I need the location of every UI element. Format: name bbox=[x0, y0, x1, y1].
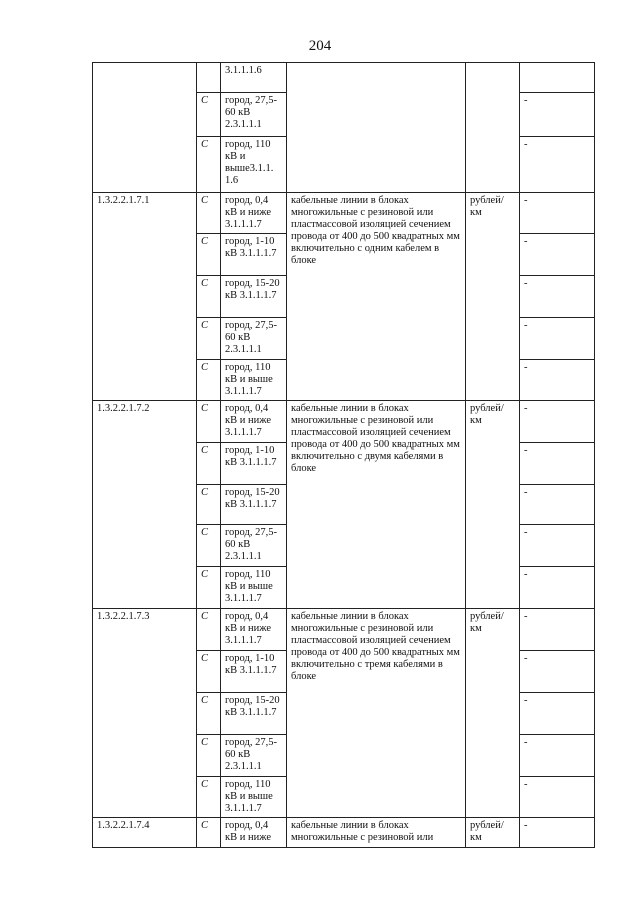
type-cell: С bbox=[197, 525, 221, 567]
subcategory-cell: 3.1.1.1.6 bbox=[221, 63, 287, 93]
description-cell: кабельные линии в блоках многожильные с резиновой или пластмассовой изоляцией сечением провода от 400 до 500 квадратных мм включительно с тремя кабелями в блоке bbox=[287, 609, 466, 818]
subcategory-cell: город, 110 кВ и выше3.1.1. 1.6 bbox=[221, 137, 287, 193]
value-cell: - bbox=[520, 234, 595, 276]
table-row bbox=[93, 818, 595, 848]
type-cell: С bbox=[197, 318, 221, 360]
code-cell bbox=[93, 63, 197, 193]
type-cell: С bbox=[197, 693, 221, 735]
type-cell: С bbox=[197, 443, 221, 485]
value-cell: - bbox=[520, 609, 595, 651]
subcategory-cell: город, 1-10 кВ 3.1.1.1.7 bbox=[221, 651, 287, 693]
subcategory-cell: город, 1-10 кВ 3.1.1.1.7 bbox=[221, 234, 287, 276]
item-code: 1.3.2.2.1.7.1 bbox=[93, 193, 197, 401]
type-cell: С bbox=[197, 137, 221, 193]
subcategory-cell: город, 15-20 кВ 3.1.1.1.7 bbox=[221, 276, 287, 318]
subcategory-cell: город, 110 кВ и выше 3.1.1.1.7 bbox=[221, 567, 287, 609]
subcategory-cell: город, 15-20 кВ 3.1.1.1.7 bbox=[221, 485, 287, 525]
tariff-table bbox=[92, 62, 595, 848]
description-cell: кабельные линии в блоках многожильные с резиновой или пластмассовой изоляцией сечением провода от 400 до 500 квадратных мм включительно с двумя кабелями в блоке bbox=[287, 401, 466, 609]
value-cell: - bbox=[520, 525, 595, 567]
subcategory-cell: город, 27,5-60 кВ 2.3.1.1.1 bbox=[221, 318, 287, 360]
value-cell: - bbox=[520, 818, 595, 848]
subcategory-cell: город, 0,4 кВ и ниже bbox=[221, 818, 287, 848]
item-code: 1.3.2.2.1.7.2 bbox=[93, 401, 197, 609]
type-cell: С bbox=[197, 360, 221, 401]
type-cell: С bbox=[197, 651, 221, 693]
type-cell: С bbox=[197, 609, 221, 651]
unit-cell: рублей/ км bbox=[466, 818, 520, 848]
value-cell: - bbox=[520, 93, 595, 137]
subcategory-cell: город, 0,4 кВ и ниже 3.1.1.1.7 bbox=[221, 193, 287, 234]
value-cell: - bbox=[520, 567, 595, 609]
value-cell: - bbox=[520, 443, 595, 485]
value-cell: - bbox=[520, 651, 595, 693]
subcategory-cell: город, 0,4 кВ и ниже 3.1.1.1.7 bbox=[221, 401, 287, 443]
description-cell: кабельные линии в блоках многожильные с резиновой или пластмассовой изоляцией сечением провода от 400 до 500 квадратных мм включительно с одним кабелем в блоке bbox=[287, 193, 466, 401]
type-cell: С bbox=[197, 193, 221, 234]
unit-cell: рублей/ км bbox=[466, 609, 520, 818]
type-cell: С bbox=[197, 818, 221, 848]
value-cell: - bbox=[520, 485, 595, 525]
page-number: 204 bbox=[308, 38, 332, 54]
table-row bbox=[93, 193, 595, 234]
type-cell: С bbox=[197, 93, 221, 137]
table-row bbox=[93, 63, 595, 93]
table-row bbox=[93, 401, 595, 443]
type-cell: С bbox=[197, 735, 221, 777]
type-cell: С bbox=[197, 777, 221, 818]
description-cell bbox=[287, 63, 466, 193]
item-code: 1.3.2.2.1.7.4 bbox=[93, 818, 197, 848]
description-cell: кабельные линии в блоках многожильные с резиновой или bbox=[287, 818, 466, 848]
subcategory-cell: город, 110 кВ и выше 3.1.1.1.7 bbox=[221, 777, 287, 818]
unit-cell: рублей/ км bbox=[466, 401, 520, 609]
type-cell: С bbox=[197, 485, 221, 525]
value-cell: - bbox=[520, 693, 595, 735]
type-cell bbox=[197, 63, 221, 93]
type-cell: С bbox=[197, 234, 221, 276]
subcategory-cell: город, 27,5-60 кВ 2.3.1.1.1 bbox=[221, 735, 287, 777]
subcategory-cell: город, 1-10 кВ 3.1.1.1.7 bbox=[221, 443, 287, 485]
value-cell: - bbox=[520, 777, 595, 818]
subcategory-cell: город, 15-20 кВ 3.1.1.1.7 bbox=[221, 693, 287, 735]
unit-cell bbox=[466, 63, 520, 193]
subcategory-cell: город, 27,5-60 кВ 2.3.1.1.1 bbox=[221, 93, 287, 137]
value-cell: - bbox=[520, 193, 595, 234]
value-cell bbox=[520, 63, 595, 93]
subcategory-cell: город, 0,4 кВ и ниже 3.1.1.1.7 bbox=[221, 609, 287, 651]
value-cell: - bbox=[520, 276, 595, 318]
value-cell: - bbox=[520, 401, 595, 443]
unit-cell: рублей/ км bbox=[466, 193, 520, 401]
subcategory-cell: город, 27,5-60 кВ 2.3.1.1.1 bbox=[221, 525, 287, 567]
item-code: 1.3.2.2.1.7.3 bbox=[93, 609, 197, 818]
type-cell: С bbox=[197, 276, 221, 318]
type-cell: С bbox=[197, 401, 221, 443]
value-cell: - bbox=[520, 735, 595, 777]
type-cell: С bbox=[197, 567, 221, 609]
table-row bbox=[93, 609, 595, 651]
value-cell: - bbox=[520, 318, 595, 360]
value-cell: - bbox=[520, 360, 595, 401]
subcategory-cell: город, 110 кВ и выше 3.1.1.1.7 bbox=[221, 360, 287, 401]
value-cell: - bbox=[520, 137, 595, 193]
